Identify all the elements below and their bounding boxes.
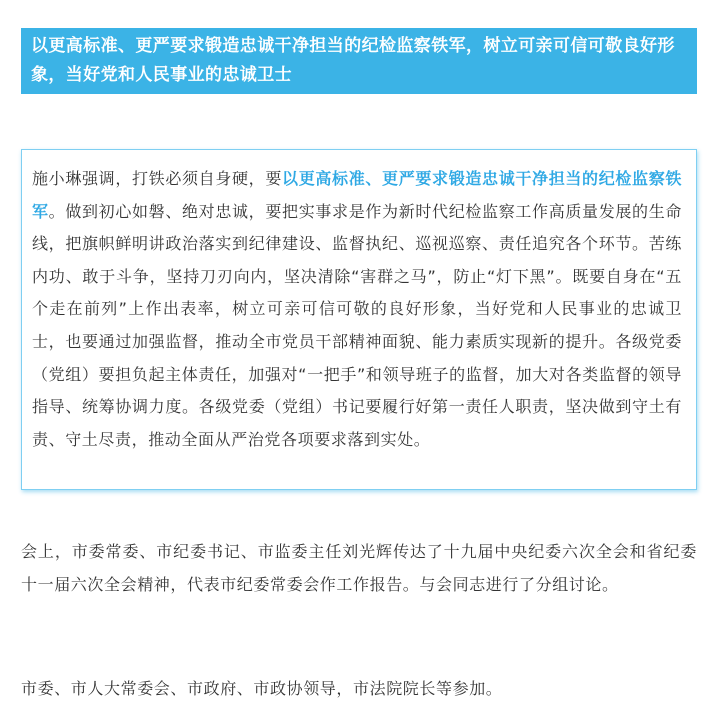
meeting-paragraph: 会上，市委常委、市纪委书记、市监委主任刘光辉传达了十九届中央纪委六次全会和省纪委十一届六次全会精神，代表市纪委常委会作工作报告。与会同志进行了分组讨论。 [21,542,697,594]
quote-lead-text: 施小琳强调，打铁必须自身硬，要 [32,169,283,188]
quote-highlight-text: 以更高标准、更严要求锻造忠诚干净担当的纪检监察铁军 [32,169,682,221]
quote-body-text: 。做到初心如磐、绝对忠诚，要把实事求是作为新时代纪检监察工作高质量发展的生命线，把旗帜鲜明讲政治落实到纪律建设、监督执纪、巡视巡察、责任追究各个环节。苦练内功、敢于斗争，坚持刀刃向内，坚决清除“害群之马”，防止“灯下黑”。既要自身在“五个走在前列”上作出表率，树立可亲可信可敬的良好形象，当好党和人民事业的忠诚卫士，也要通过加强监督，推动全市党员干部精神面貌、能力素质实现新的提升。各级党委（党组）要担负起主体责任，加强对“一把手”和领导班子的监督，加大对各类监督的领导指导、统筹协调力度。各级党委（党组）书记要履行好第一责任人职责，坚决做到守土有责、守土尽责，推动全面从严治党各项要求落到实处。 [32,201,682,449]
headline-banner: 以更高标准、更严要求锻造忠诚干净担当的纪检监察铁军，树立可亲可信可敬良好形象，当好党和人民事业的忠诚卫士 [21,28,697,94]
quote-box [21,149,697,490]
attendees-paragraph: 市委、市人大常委会、市政府、市政协领导，市法院院长等参加。 [21,679,503,698]
